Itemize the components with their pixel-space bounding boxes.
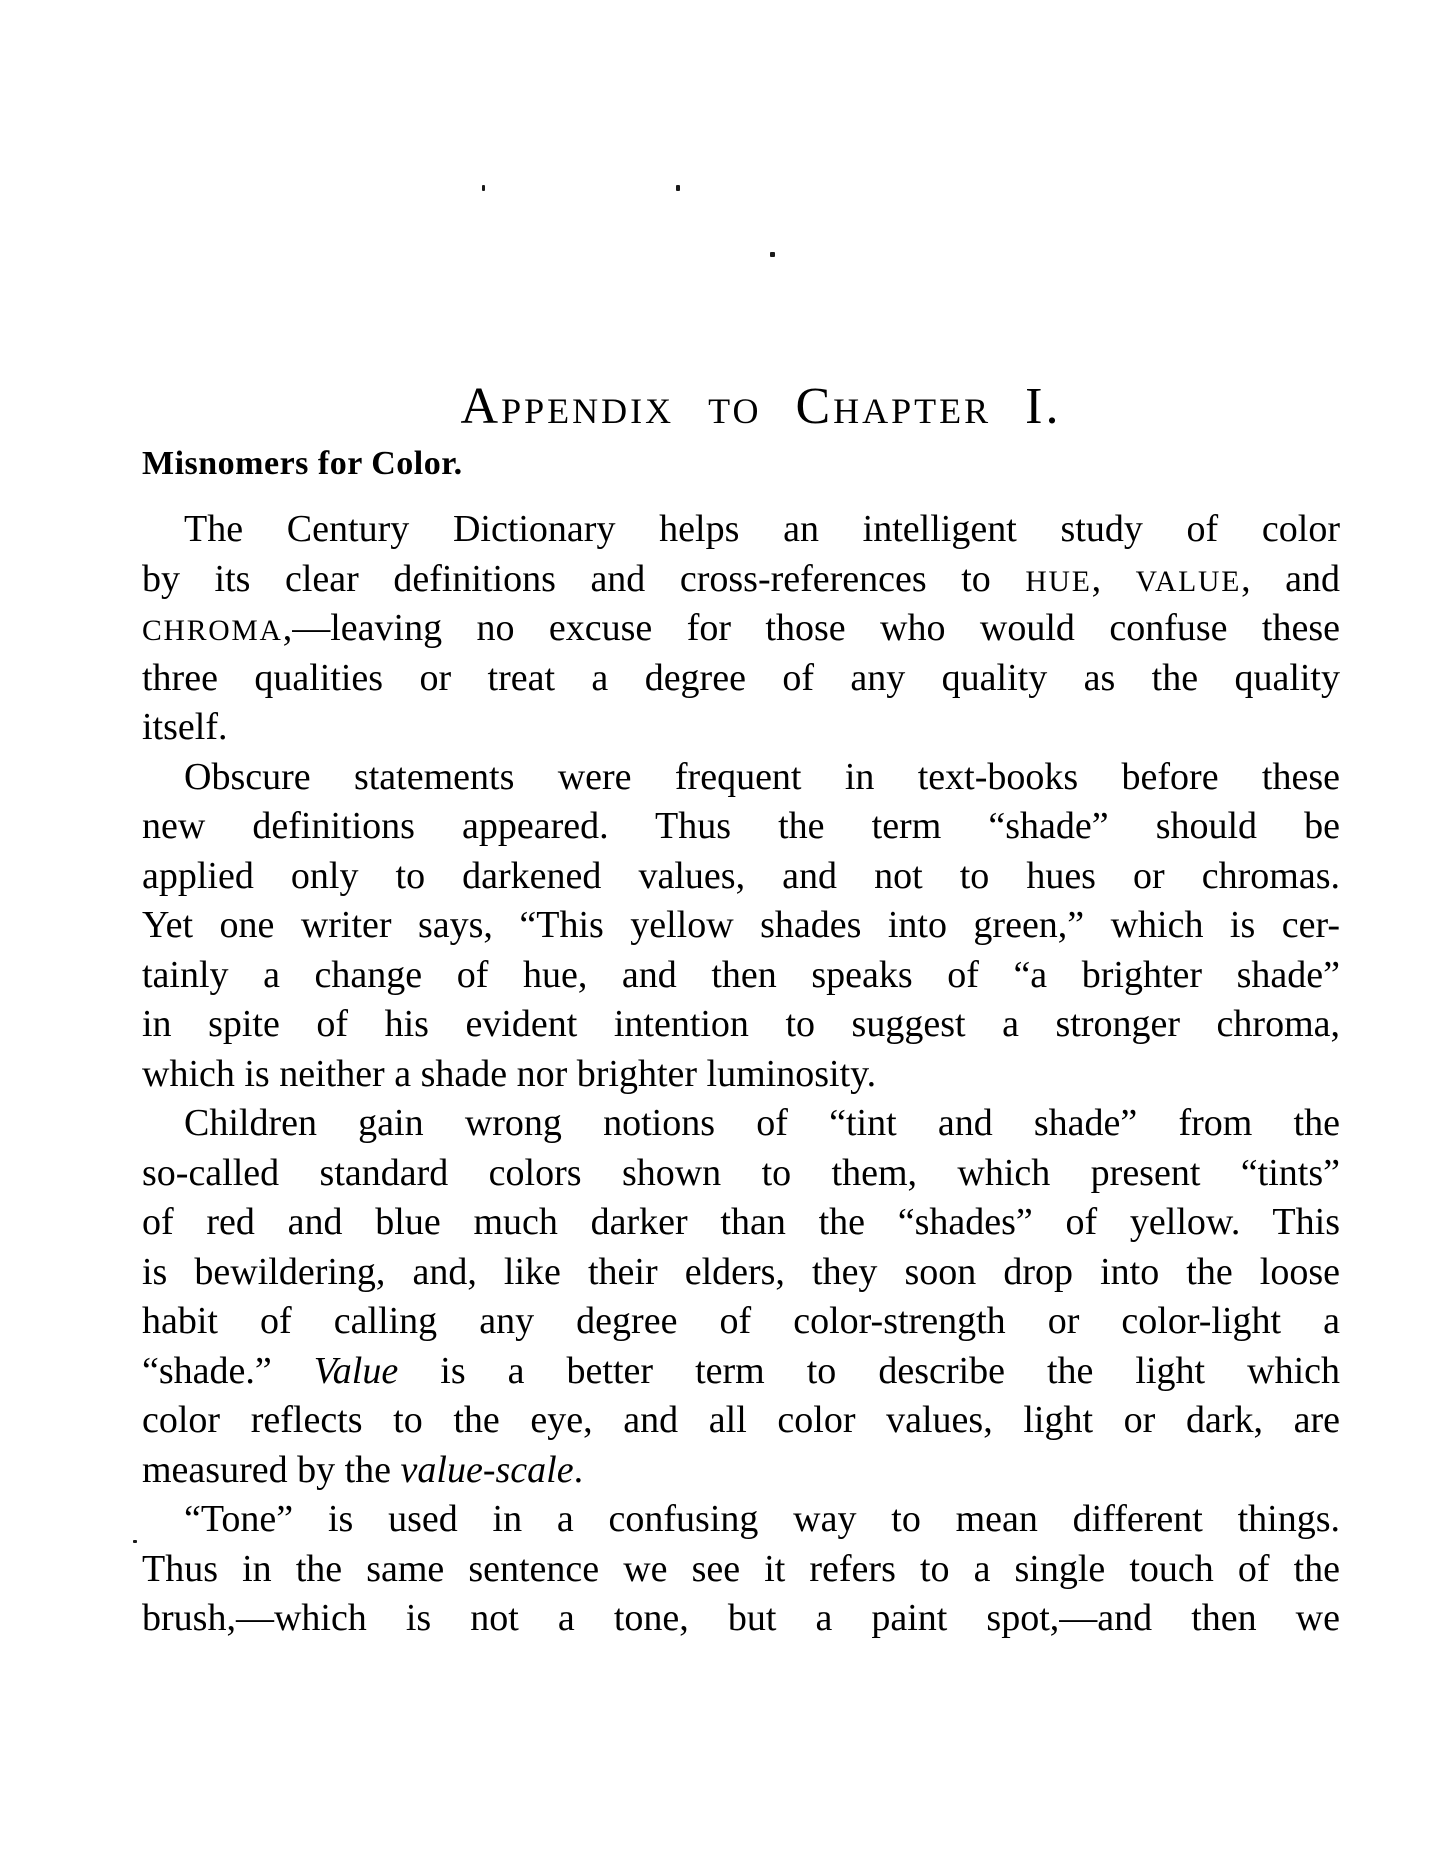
paragraph [142, 505, 1340, 753]
text-line [142, 1198, 1340, 1248]
text-span: new definitions appeared. Thus the term “shade” should be [142, 805, 1340, 847]
text-span: brush,—which is not a tone, but a paint spot,—and then we [142, 1597, 1340, 1639]
scan-speck [133, 1540, 137, 1543]
text-line [142, 1545, 1340, 1595]
text-span: . [573, 1448, 584, 1491]
text-span: so-called standard colors shown to them, which present “tints” [142, 1151, 1340, 1194]
text-line [142, 1396, 1340, 1446]
small-caps-term: HUE [1025, 565, 1092, 598]
body-text [142, 505, 1340, 1644]
text-line [142, 901, 1340, 951]
text-line [142, 802, 1340, 852]
text-line [142, 852, 1340, 902]
text-span: Yet one writer says, “This yellow shades into green,” which is cer- [142, 904, 1340, 946]
text-span: Children gain wrong notions of “tint and shade” from the [184, 1102, 1340, 1144]
text-line [142, 1347, 1340, 1397]
small-caps-term: CHROMA [142, 615, 283, 647]
section-subheading: Misnomers for Color. [142, 445, 463, 482]
text-span: of red and blue much darker than the “shades” of yellow. This [142, 1201, 1340, 1243]
text-span: itself. [142, 706, 228, 748]
text-line [142, 753, 1340, 803]
text-line [142, 1297, 1340, 1347]
paragraph [142, 753, 1340, 1100]
scan-speck [482, 185, 485, 191]
text-line [142, 703, 1340, 753]
text-span: The Century Dictionary helps an intelligent study of color [184, 508, 1340, 550]
text-span: , and [1241, 557, 1340, 600]
text-span: applied only to darkened values, and not to hues or chromas. [142, 854, 1340, 897]
text-span: Thus in the same sentence we see it refers to a single touch of the [142, 1547, 1340, 1590]
text-span: is a better term to describe the light which [398, 1349, 1340, 1392]
text-span: in spite of his evident intention to suggest a stronger chroma, [142, 1003, 1340, 1045]
text-span: three qualities or treat a degree of any quality as the quality [142, 656, 1340, 699]
small-caps-term: VALUE [1135, 565, 1242, 598]
italic-term: Value [313, 1349, 399, 1392]
text-span: , [1091, 557, 1136, 600]
text-line [142, 951, 1340, 1001]
paragraph [142, 1495, 1340, 1644]
text-span: habit of calling any degree of color-strength or color-light a [142, 1300, 1340, 1342]
paragraph [142, 1099, 1340, 1495]
scan-speck [676, 185, 680, 191]
text-line [142, 1000, 1340, 1050]
text-span: “shade.” [142, 1349, 314, 1392]
text-line [142, 1594, 1340, 1644]
text-span: Obscure statements were frequent in text-books before these [184, 755, 1340, 798]
text-line [142, 1248, 1340, 1298]
text-span: measured by the [142, 1448, 401, 1491]
page-heading: Appendix to Chapter I. [460, 378, 1062, 435]
scan-speck [770, 252, 775, 257]
text-line [142, 1050, 1340, 1100]
text-span: which is neither a shade nor brighter luminosity. [142, 1052, 877, 1095]
text-span: by its clear definitions and cross-references to [142, 557, 1026, 600]
text-line [142, 1099, 1340, 1149]
text-line [142, 654, 1340, 704]
text-line [142, 604, 1340, 654]
text-line [142, 1149, 1340, 1199]
text-line [142, 1495, 1340, 1545]
italic-term: value-scale [400, 1448, 574, 1491]
text-span: tainly a change of hue, and then speaks of “a brighter shade” [142, 953, 1340, 996]
text-span: ,—leaving no excuse for those who would confuse these [282, 607, 1340, 649]
text-line [142, 505, 1340, 555]
text-span: “Tone” is used in a confusing way to mean different things. [184, 1498, 1340, 1540]
text-line [142, 1446, 1340, 1496]
text-span: color reflects to the eye, and all color values, light or dark, are [142, 1399, 1340, 1441]
text-line [142, 555, 1340, 605]
text-span: is bewildering, and, like their elders, they soon drop into the loose [142, 1250, 1340, 1293]
